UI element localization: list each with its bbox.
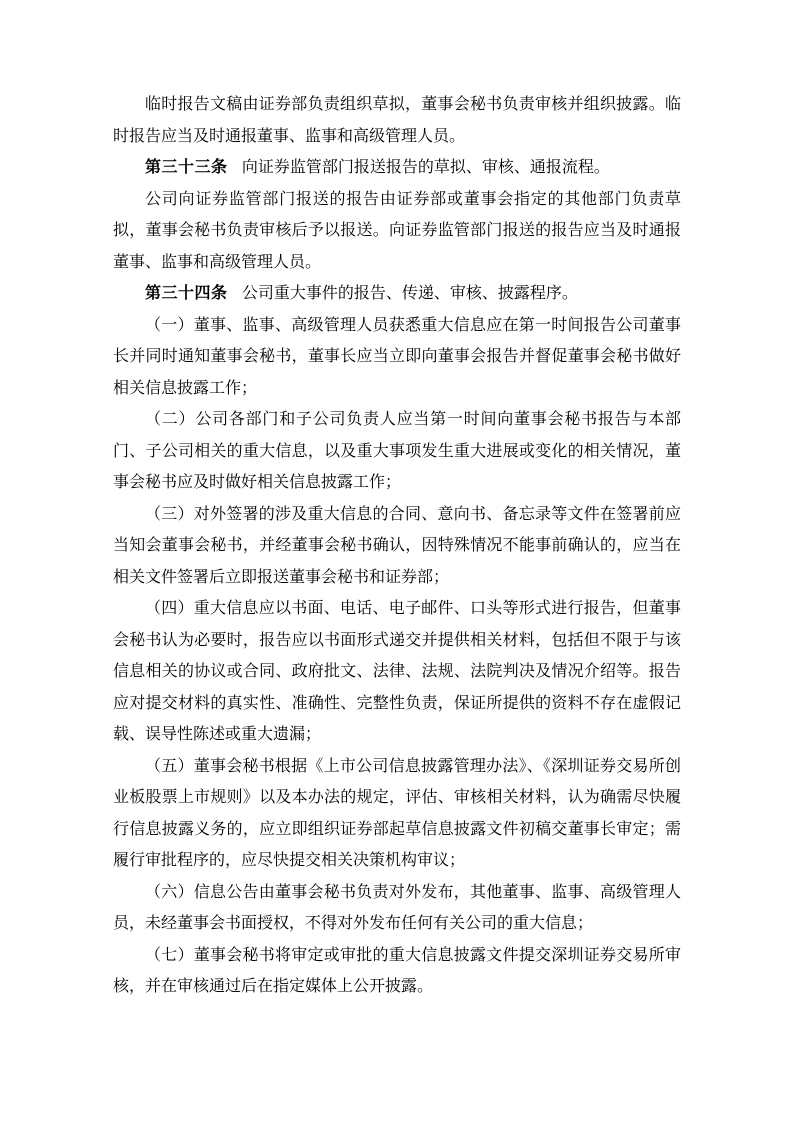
article-33-heading: [113, 152, 681, 184]
paragraph-interim-report: [113, 89, 681, 152]
item-2: [113, 404, 681, 499]
paragraph-text: （六）信息公告由董事会秘书负责对外发布，其他董事、监事、高级管理人员，未经董事会书面授权，不得对外发布任何有关公司的重大信息；: [113, 883, 681, 932]
article-34-title: 公司重大事件的报告、传递、审核、披露程序。: [241, 285, 578, 302]
paragraph-text: （五）董事会秘书根据《上市公司信息披露管理办法》、《深圳证券交易所创业板股票上市规则》以及本办法的规定，评估、审核相关材料，认为确需尽快履行信息披露义务的，应立即组织证券部起草信息披露文件初稿交董事长审定；需履行审批程序的，应尽快提交相关决策机构审议；: [113, 757, 681, 869]
paragraph-text: （一）董事、监事、高级管理人员获悉重大信息应在第一时间报告公司董事长并同时通知董事会秘书，董事长应当立即向董事会报告并督促董事会秘书做好相关信息披露工作；: [113, 316, 681, 397]
paragraph-text: （二）公司各部门和子公司负责人应当第一时间向董事会秘书报告与本部门、子公司相关的重大信息，以及重大事项发生重大进展或变化的相关情况，董事会秘书应及时做好相关信息披露工作；: [113, 411, 681, 491]
paragraph-text: （七）董事会秘书将审定或审批的重大信息披露文件提交深圳证券交易所审核，并在审核通过后在指定媒体上公开披露。: [113, 946, 681, 995]
paragraph-regulator-report: [113, 184, 681, 279]
paragraph-text: （三）对外签署的涉及重大信息的合同、意向书、备忘录等文件在签署前应当知会董事会秘书，并经董事会秘书确认，因特殊情况不能事前确认的，应当在相关文件签署后立即报送董事会秘书和证券部；: [113, 505, 681, 586]
article-34-number: 第三十四条: [145, 285, 228, 302]
article-33-title: 向证券监管部门报送报告的草拟、审核、通报流程。: [241, 159, 610, 176]
item-1: [113, 310, 681, 405]
article-33-number: 第三十三条: [145, 159, 228, 176]
paragraph-text: 公司向证券监管部门报送的报告由证券部或董事会指定的其他部门负责草拟，董事会秘书负责审核后予以报送。向证券监管部门报送的报告应当及时通报董事、监事和高级管理人员。: [113, 190, 681, 271]
item-4: [113, 593, 681, 751]
paragraph-text: 临时报告文稿由证券部负责组织草拟，董事会秘书负责审核并组织披露。临时报告应当及时通报董事、监事和高级管理人员。: [113, 96, 681, 145]
article-34-heading: [113, 278, 681, 310]
item-6: [113, 877, 681, 940]
item-3: [113, 499, 681, 594]
paragraph-text: （四）重大信息应以书面、电话、电子邮件、口头等形式进行报告，但董事会秘书认为必要时，报告应以书面形式递交并提供相关材料，包括但不限于与该信息相关的协议或合同、政府批文、法律、法规、法院判决及情况介绍等。报告应对提交材料的真实性、准确性、完整性负责，保证所提供的资料不存在虚假记载、误导性陈述或重大遗漏；: [113, 600, 681, 743]
item-5: [113, 751, 681, 877]
item-7: [113, 940, 681, 1003]
